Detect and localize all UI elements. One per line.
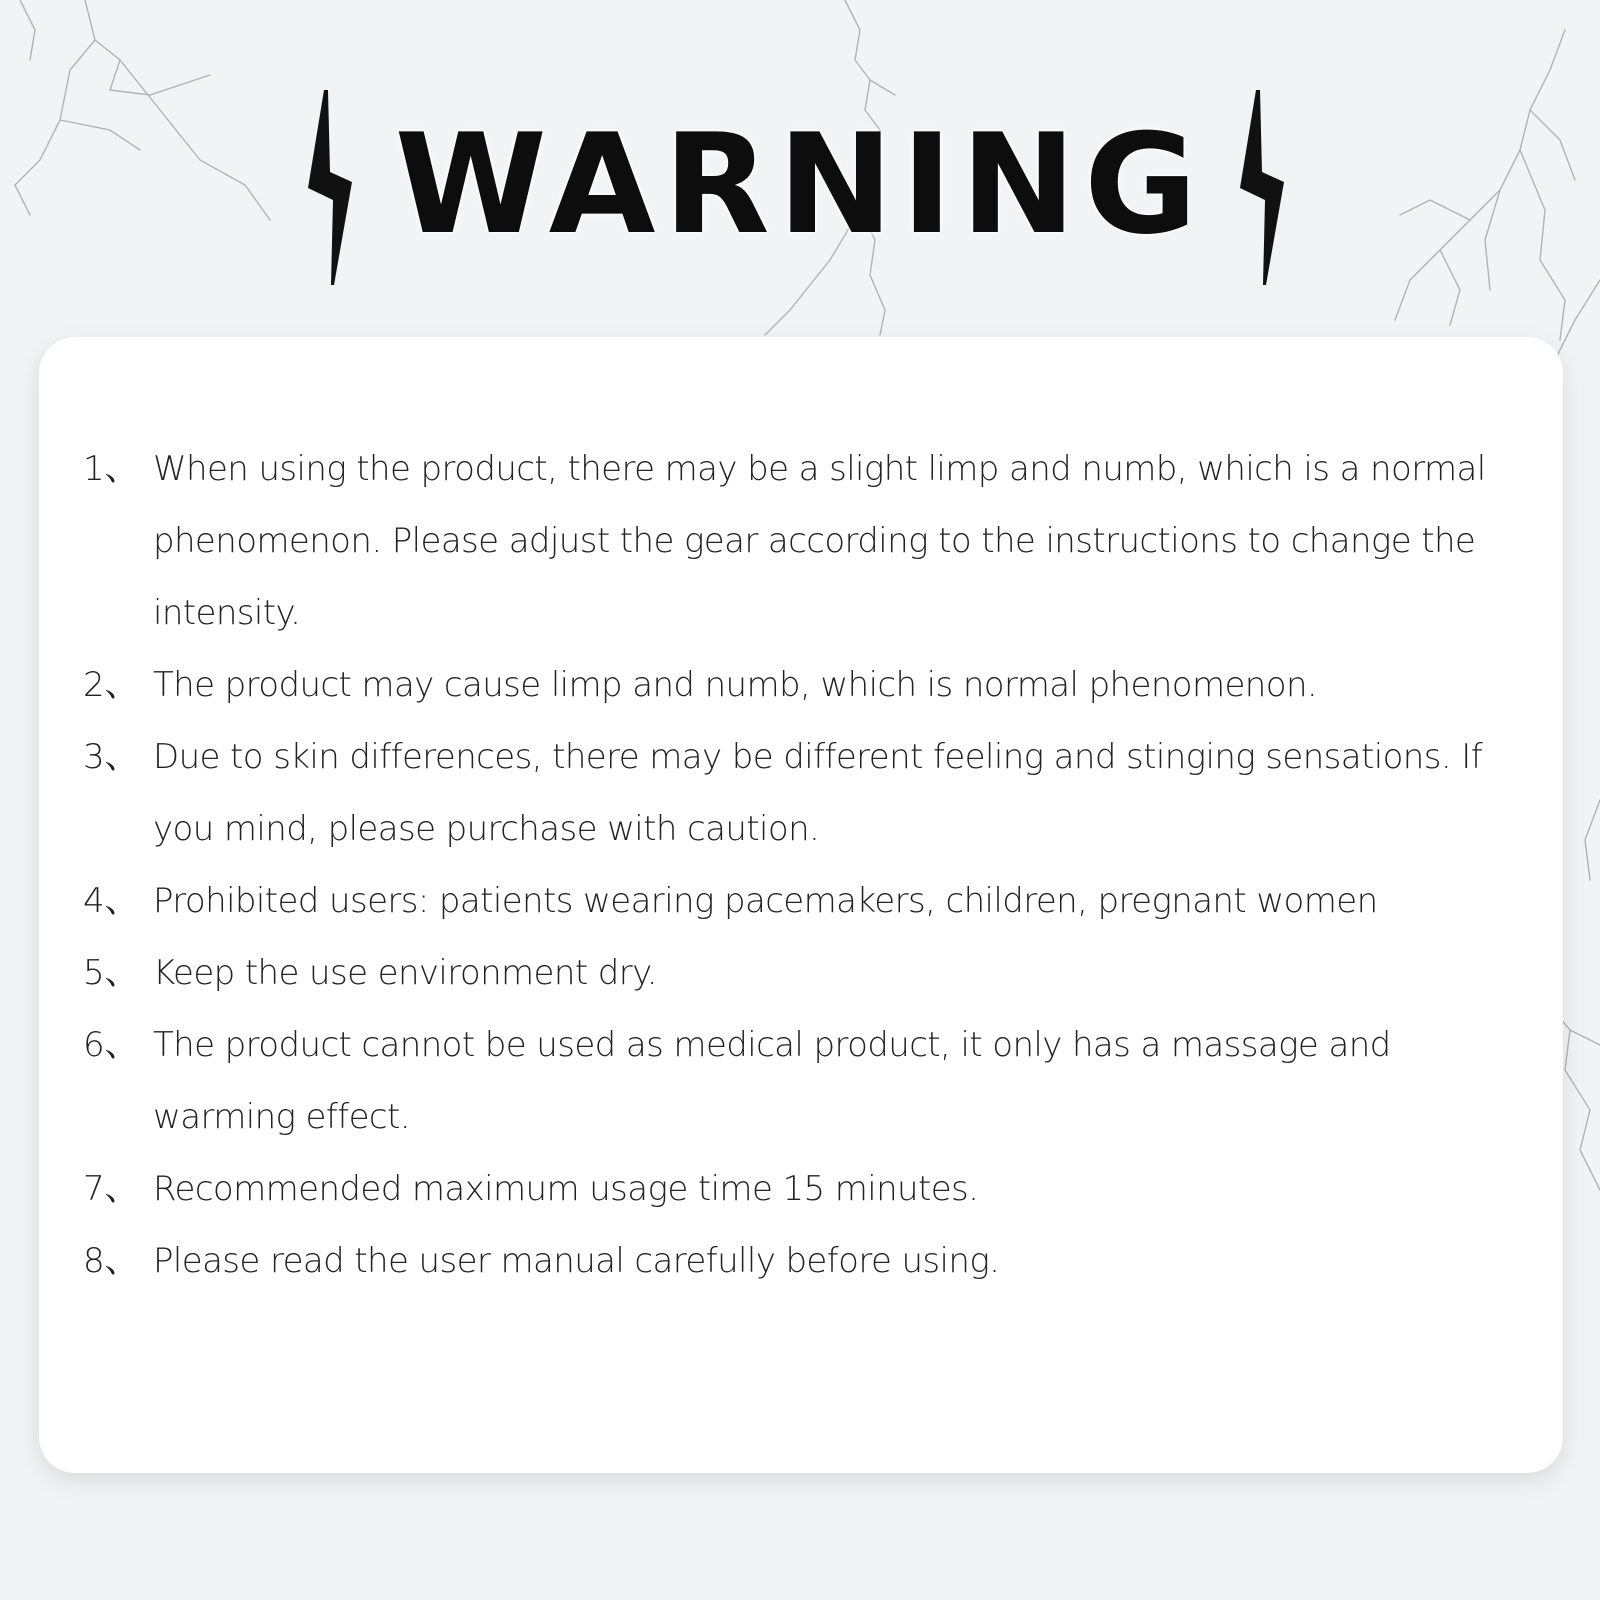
page-title: WARNING: [394, 104, 1206, 265]
list-item: [83, 937, 1543, 1009]
lightning-bolt-icon: [1236, 90, 1286, 285]
item-text: The product may cause limp and numb, which is normal phenomenon.: [153, 665, 1318, 705]
item-text: Prohibited users: patients wearing pacemakers, children, pregnant women: [153, 881, 1378, 921]
item-number: 2、: [83, 665, 139, 705]
item-text: When using the product, there may be a slight limp and numb, which is a normal phenomenon. Please adjust the gear according to the instructions to change the intensity.: [153, 449, 1486, 633]
item-number: 8、: [83, 1241, 139, 1281]
list-item: [83, 433, 1543, 649]
item-number: 7、: [83, 1169, 139, 1209]
item-number: 3、: [83, 737, 139, 777]
item-number: 1、: [83, 449, 139, 489]
item-text: Please read the user manual carefully before using.: [153, 1241, 1000, 1281]
item-number: 4、: [83, 881, 139, 921]
warning-list: [83, 433, 1543, 1297]
item-text: The product cannot be used as medical product, it only has a massage and warming effect.: [153, 1025, 1391, 1137]
item-text: Recommended maximum usage time 15 minutes.: [153, 1169, 979, 1209]
item-number: 5、: [83, 953, 139, 993]
list-item: [83, 649, 1543, 721]
item-text: Keep the use environment dry.: [153, 953, 658, 993]
warning-header: [0, 80, 1600, 300]
list-item: [83, 721, 1543, 865]
list-item: [83, 1225, 1543, 1297]
item-number: 6、: [83, 1025, 139, 1065]
lightning-bolt-icon: [304, 90, 354, 285]
list-item: [83, 1153, 1543, 1225]
item-text: Due to skin differences, there may be different feeling and stinging sensations. If you mind, please purchase with caution.: [153, 737, 1483, 849]
list-item: [83, 1009, 1543, 1153]
warning-card: [39, 337, 1563, 1473]
list-item: [83, 865, 1543, 937]
